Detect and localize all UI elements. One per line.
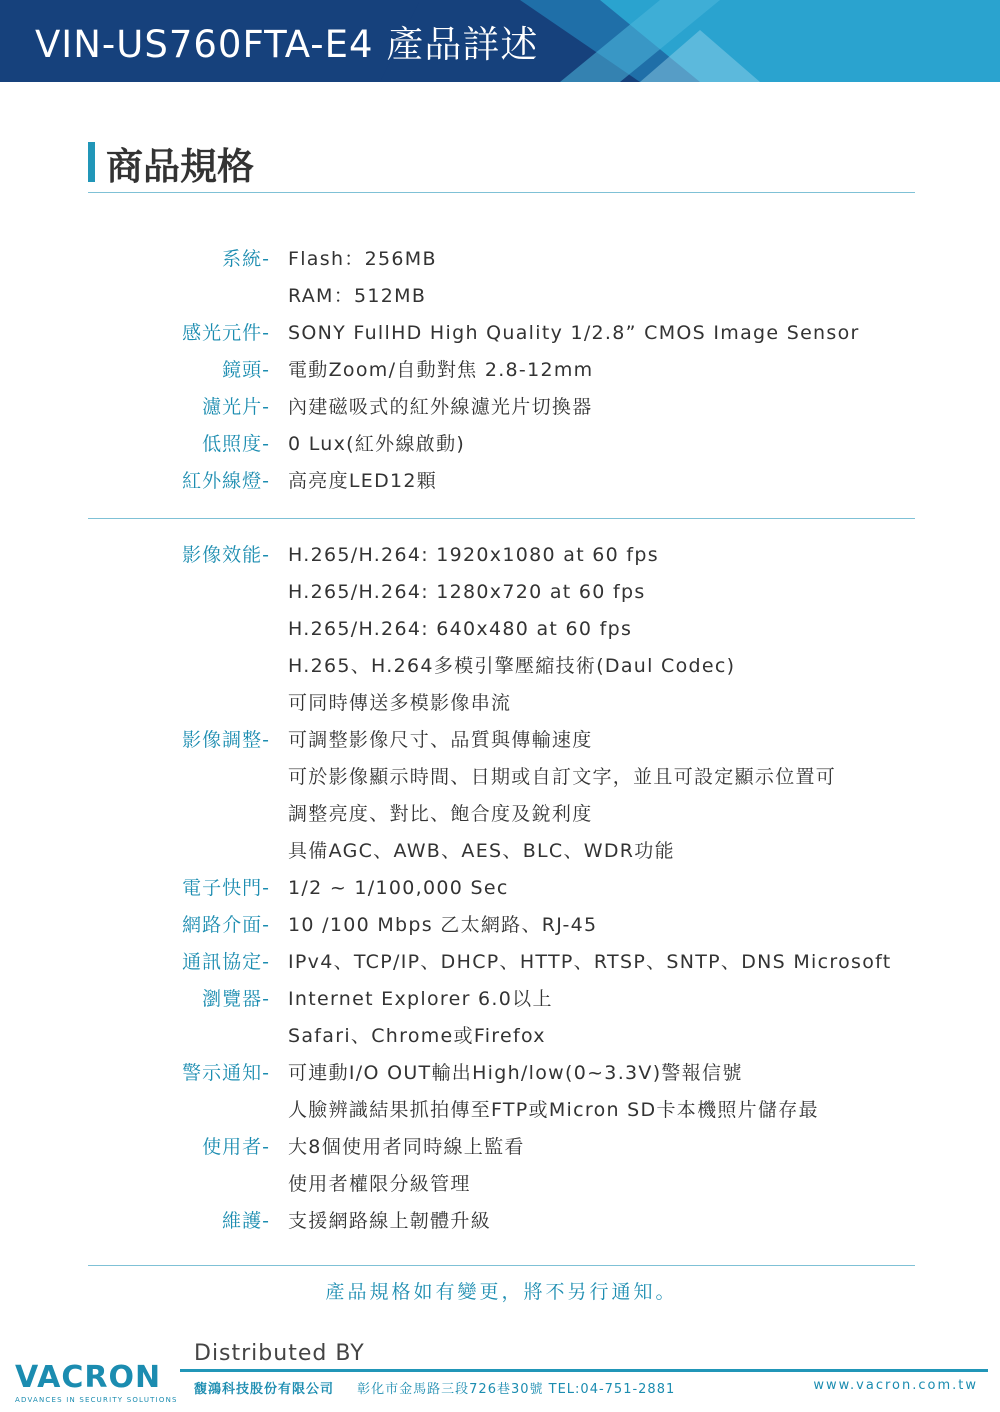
company-address: 彰化市金馬路三段726巷30號 TEL:04-751-2881 — [357, 1382, 676, 1397]
spec-value: H.265/H.264: 640x480 at 60 fps — [288, 618, 633, 640]
spec-row — [88, 724, 918, 761]
spec-value: 1/2 ~ 1/100,000 Sec — [288, 877, 509, 899]
spec-row — [88, 317, 918, 354]
spec-row — [88, 1168, 918, 1205]
spec-value: 具備AGC、AWB、AES、BLC、WDR功能 — [288, 840, 675, 862]
spec-label: 鏡頭- — [222, 359, 270, 381]
spec-label: 網路介面- — [182, 914, 270, 936]
spec-row — [88, 391, 918, 428]
spec-row — [88, 428, 918, 465]
vacron-logo — [15, 1360, 178, 1404]
spec-group-software — [88, 539, 918, 1242]
spec-label: 警示通知- — [182, 1062, 270, 1084]
spec-row — [88, 354, 918, 391]
spec-value: SONY FullHD High Quality 1/2.8” CMOS Image Sensor — [288, 322, 860, 344]
spec-row — [88, 576, 918, 613]
spec-value: 使用者權限分級管理 — [288, 1173, 471, 1195]
spec-row — [88, 650, 918, 687]
spec-row — [88, 835, 918, 872]
spec-value: IPv4、TCP/IP、DHCP、HTTP、RTSP、SNTP、DNS Microsoft — [288, 951, 892, 973]
spec-row — [88, 1057, 918, 1094]
spec-value: 大8個使用者同時線上監看 — [288, 1136, 525, 1158]
spec-row — [88, 946, 918, 983]
spec-row — [88, 1205, 918, 1242]
spec-label: 紅外線燈- — [182, 470, 270, 492]
page-header — [0, 0, 1000, 82]
logo-wordmark: VACRON — [15, 1360, 162, 1395]
section-accent-bar — [88, 142, 95, 182]
spec-row — [88, 872, 918, 909]
spec-value: 0 Lux(紅外線啟動) — [288, 433, 466, 455]
company-name: 馥鴻科技股份有限公司 — [194, 1382, 335, 1397]
notice-text: 產品規格如有變更，將不另行通知。 — [325, 1281, 678, 1303]
divider-middle — [88, 518, 915, 519]
spec-row — [88, 1094, 918, 1131]
spec-label: 使用者- — [202, 1136, 270, 1158]
spec-value: 10 /100 Mbps 乙太網路、RJ-45 — [288, 914, 598, 936]
spec-value: 高亮度LED12顆 — [288, 470, 438, 492]
spec-row — [88, 1020, 918, 1057]
spec-label: 低照度- — [202, 433, 270, 455]
spec-value: 可於影像顯示時間、日期或自訂文字，並且可設定顯示位置可 — [288, 766, 837, 788]
spec-label: 影像調整- — [182, 729, 270, 751]
spec-row — [88, 983, 918, 1020]
spec-label: 濾光片- — [202, 396, 270, 418]
spec-row — [88, 761, 918, 798]
spec-value: 調整亮度、對比、飽合度及銳利度 — [288, 803, 593, 825]
spec-label: 系統- — [222, 248, 270, 270]
spec-label: 通訊協定- — [182, 951, 270, 973]
spec-row — [88, 613, 918, 650]
website-link[interactable]: www.vacron.com.tw — [813, 1378, 978, 1393]
spec-value: 可調整影像尺寸、品質與傳輸速度 — [288, 729, 593, 751]
spec-list — [88, 243, 918, 1242]
spec-value: 可同時傳送多模影像串流 — [288, 692, 512, 714]
spec-label: 影像效能- — [182, 544, 270, 566]
divider-bottom — [88, 1265, 915, 1266]
divider-top — [88, 192, 915, 193]
spec-label: 感光元件- — [182, 322, 270, 344]
spec-value: H.265、H.264多模引擎壓縮技術(Daul Codec) — [288, 655, 736, 677]
spec-value: 電動Zoom/自動對焦 2.8-12mm — [288, 359, 594, 381]
section-title: 商品規格 — [106, 145, 254, 188]
spec-value: Flash：256MB — [288, 248, 437, 270]
spec-value: 人臉辨識結果抓拍傳至FTP或Micron SD卡本機照片儲存最 — [288, 1099, 819, 1121]
spec-label: 電子快門- — [182, 877, 270, 899]
spec-row — [88, 687, 918, 724]
spec-row — [88, 465, 918, 502]
footer-divider — [180, 1369, 988, 1372]
spec-value: 可連動I/O OUT輸出High/low(0~3.3V)警報信號 — [288, 1062, 743, 1084]
spec-label: 維護- — [222, 1210, 270, 1232]
spec-value: RAM：512MB — [288, 285, 427, 307]
spec-value: Safari、Chrome或Firefox — [288, 1025, 546, 1047]
spec-row — [88, 798, 918, 835]
spec-value: H.265/H.264: 1280x720 at 60 fps — [288, 581, 646, 603]
spec-row — [88, 243, 918, 280]
spec-row — [88, 1131, 918, 1168]
spec-value: H.265/H.264: 1920x1080 at 60 fps — [288, 544, 659, 566]
company-info — [194, 1378, 675, 1397]
spec-row — [88, 539, 918, 576]
spec-row — [88, 280, 918, 317]
spec-label: 瀏覽器- — [202, 988, 270, 1010]
spec-group-hardware — [88, 243, 918, 502]
spec-value: 內建磁吸式的紅外線濾光片切換器 — [288, 396, 593, 418]
spec-value: 支援網路線上韌體升級 — [288, 1210, 492, 1232]
page-title: VIN-US760FTA-E4 產品詳述 — [35, 23, 539, 66]
spec-value: Internet Explorer 6.0以上 — [288, 988, 553, 1010]
distributed-by-label: Distributed BY — [194, 1341, 365, 1366]
logo-tagline: ADVANCES IN SECURITY SOLUTIONS — [15, 1396, 178, 1404]
spec-row — [88, 909, 918, 946]
